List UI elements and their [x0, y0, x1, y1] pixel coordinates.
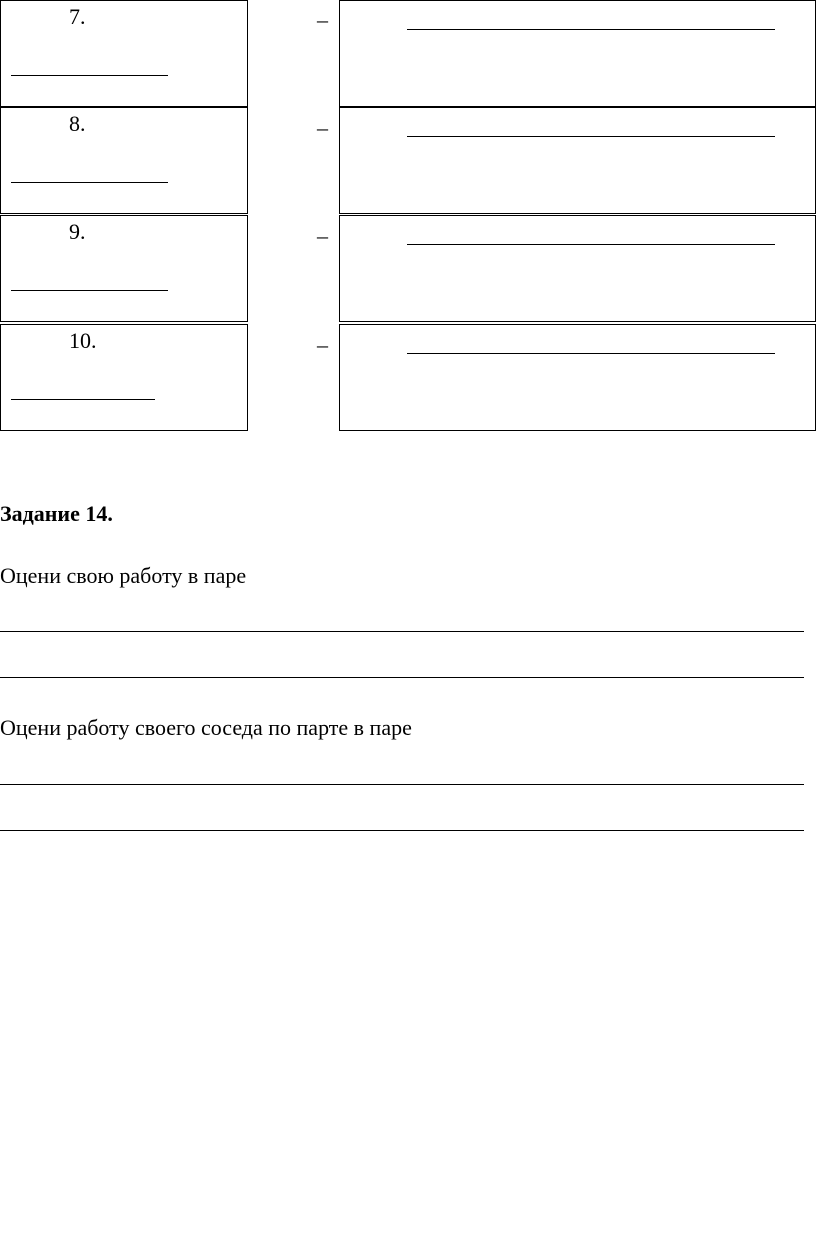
answer-blank-right	[407, 29, 775, 30]
answer-line	[0, 830, 804, 831]
left-cell-row-8	[0, 107, 248, 214]
dash: –	[317, 223, 328, 248]
answer-blank-right	[407, 244, 775, 245]
answer-blank-right	[407, 136, 775, 137]
row-number: 7.	[69, 4, 86, 29]
dash: –	[317, 332, 328, 357]
dash: –	[317, 115, 328, 140]
prompt-self-assessment: Оцени свою работу в паре	[0, 563, 247, 588]
dash: –	[317, 7, 328, 32]
row-number: 10.	[69, 328, 97, 353]
answer-blank-right	[407, 353, 775, 354]
answer-line	[0, 677, 804, 678]
right-cell-row-7	[339, 0, 816, 107]
right-cell-row-10	[339, 324, 816, 431]
answer-blank-left	[11, 290, 168, 291]
prompt-neighbor-assessment: Оцени работу своего соседа по парте в паре	[0, 715, 412, 740]
row-number: 9.	[69, 219, 86, 244]
answer-blank-left	[11, 399, 155, 400]
left-cell-row-9	[0, 215, 248, 322]
right-cell-row-8	[339, 107, 816, 214]
row-number: 8.	[69, 111, 86, 136]
answer-blank-left	[11, 182, 168, 183]
left-cell-row-7	[0, 0, 248, 107]
right-cell-row-9	[339, 215, 816, 322]
answer-line	[0, 631, 804, 632]
left-cell-row-10	[0, 324, 248, 431]
answer-line	[0, 784, 804, 785]
answer-blank-left	[11, 75, 168, 76]
task-title: Задание 14.	[0, 501, 113, 526]
